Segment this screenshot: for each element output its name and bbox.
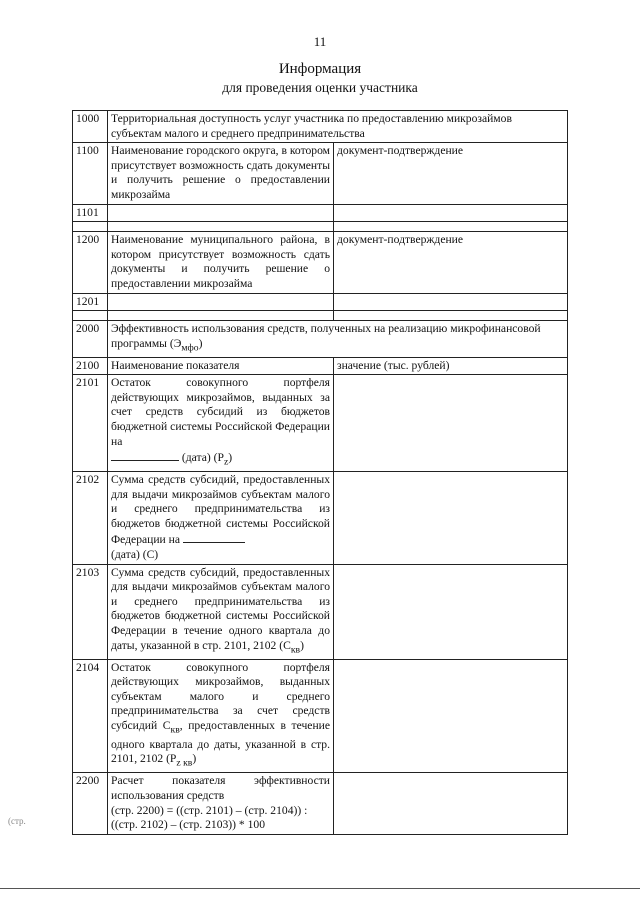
row-code: 2104 [73,659,108,773]
empty-cell [334,311,568,321]
subscript: кв [170,724,180,736]
row-code: 1000 [73,111,108,143]
table-row [73,357,568,375]
empty-cell [334,293,568,311]
empty-cell [73,222,108,232]
indicator-name [108,659,334,773]
bracket: ) [192,752,197,766]
row-code: 1201 [73,293,108,311]
row-code: 1101 [73,204,108,222]
date-label: (дата) (С) [111,548,159,562]
date-blank [183,531,245,543]
spacer-row [73,222,568,232]
margin-mark: (стр. [8,816,26,826]
empty-cell [334,472,568,565]
date-label: (дата) (Р [181,451,224,465]
info-table [72,110,568,835]
table-row [73,659,568,773]
indicator-text-continued: , предоставленных в течение одного квартала до даты, указанной в стр. 2101, 2102 (Р [111,718,331,766]
table-row [73,564,568,659]
bracket: ) [198,336,203,350]
subscript: z [223,456,229,468]
row-code: 1100 [73,143,108,204]
empty-cell [108,311,334,321]
table-row [73,375,568,472]
empty-cell [334,773,568,834]
bracket: ) [228,451,233,465]
row-code: 2200 [73,773,108,834]
section-heading [108,321,568,358]
table-row [73,204,568,222]
document-subtitle: для проведения оценки участника [222,80,418,95]
table-row [73,773,568,834]
indicator-name [108,564,334,659]
document-title: Информация [278,61,362,77]
heading-text: Эффективность использования средств, полученных на реализацию микрофинансовой программы (Э [111,322,541,350]
page-number: 11 [313,34,327,49]
indicator-text: Остаток совокупного портфеля действующих микрозаймов, выданных за счет средств субсидий из бюджетов бюджетной системы Российской Федерации на [111,376,330,448]
column-header-name: Наименование показателя [108,357,334,375]
table-row [73,111,568,143]
indicator-name: Наименование городского округа, в котором присутствует возможность сдать документы и получить решение о предоставлении микрозайма [108,143,334,204]
row-code: 2103 [73,564,108,659]
section-heading: Территориальная доступность услуг участника по предоставлению микрозаймов субъектам малого и среднего предпринимательства [108,111,568,143]
row-code: 1200 [73,232,108,293]
spacer-row [73,311,568,321]
row-code: 2101 [73,375,108,472]
indicator-text: Сумма средств субсидий, предоставленных для выдачи микрозаймов субъектам малого и среднего предпринимательства из бюджетов бюджетной системы Российской Федерации на [111,473,330,547]
empty-cell [108,293,334,311]
bracket: ) [300,638,304,652]
empty-cell [73,311,108,321]
row-code: 2000 [73,321,108,358]
empty-cell [334,204,568,222]
row-code: 2100 [73,357,108,375]
indicator-value: документ-подтверждение [334,143,568,204]
indicator-text: Сумма средств субсидий, предоставленных для выдачи микрозаймов субъектам малого и среднего предпринимательства из бюджетов бюджетной системы Российской Федерации в течение одного квартала до даты, указанной в стр. 2101, 2102 (С [111,565,330,652]
empty-cell [334,222,568,232]
empty-cell [334,375,568,472]
column-header-value: значение (тыс. рублей) [334,357,568,375]
table-row [73,472,568,565]
indicator-name [108,472,334,565]
indicator-name: Наименование муниципального района, в котором присутствует возможность сдать документы и получить решение о предоставлении микрозайма [108,232,334,293]
subscript: кв [290,643,301,655]
subscript: мфо [181,342,199,354]
empty-cell [108,222,334,232]
page-bottom-rule [0,888,640,889]
date-blank [111,449,179,461]
formula-line-2: ((стр. 2102) – (стр. 2103)) * 100 [111,818,266,832]
subscript: z кв [176,757,193,769]
indicator-text: Расчет показателя эффективности использования средств [111,774,330,802]
empty-cell [334,659,568,773]
table-row [73,143,568,204]
indicator-text: Остаток совокупного портфеля действующих микрозаймов, выданных субъектам малого и среднего предпринимательства за счет средств субсидий С [111,660,330,732]
table-row [73,321,568,358]
indicator-name [108,773,334,834]
table-row [73,293,568,311]
empty-cell [108,204,334,222]
empty-cell [334,564,568,659]
formula-line-1: (стр. 2200) = ((стр. 2101) – (стр. 2104)) : [111,803,308,817]
indicator-name [108,375,334,472]
table-row [73,232,568,293]
row-code: 2102 [73,472,108,565]
indicator-value: документ-подтверждение [334,232,568,293]
